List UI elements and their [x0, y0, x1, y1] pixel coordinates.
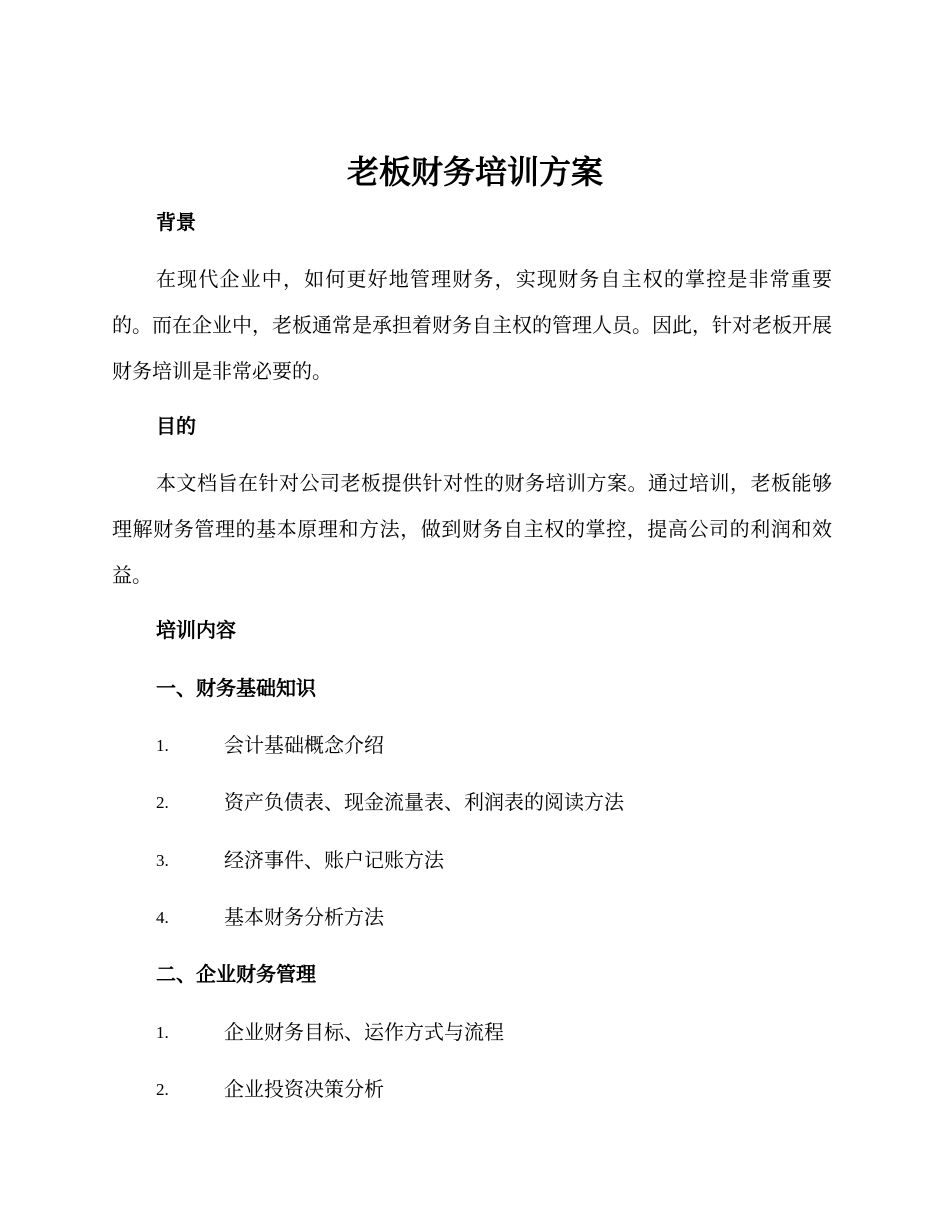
list-number: 4.	[156, 908, 169, 927]
section-heading-purpose: 目的	[156, 414, 196, 438]
list-text: 企业财务目标、运作方式与流程	[224, 1020, 504, 1044]
list-number: 2.	[156, 793, 169, 812]
list-number: 1.	[156, 1023, 169, 1042]
list-number: 3.	[156, 851, 169, 870]
list-number: 1.	[156, 736, 169, 755]
section-heading-part1: 一、财务基础知识	[156, 676, 316, 700]
section-heading-background: 背景	[156, 210, 196, 234]
document-title: 老板财务培训方案	[346, 153, 603, 191]
paragraph-purpose: 本文档旨在针对公司老板提供针对性的财务培训方案。通过培训，老板能够理解财务管理的基本原理和方法，做到财务自主权的掌控，提高公司的利润和效益。	[112, 471, 832, 587]
section-heading-training-content: 培训内容	[156, 618, 236, 642]
list-text: 企业投资决策分析	[224, 1077, 384, 1101]
list-text: 资产负债表、现金流量表、利润表的阅读方法	[224, 790, 624, 814]
list-text: 基本财务分析方法	[224, 905, 384, 929]
list-number: 2.	[156, 1080, 169, 1099]
paragraph-background: 在现代企业中，如何更好地管理财务，实现财务自主权的掌控是非常重要的。而在企业中，老板通常是承担着财务自主权的管理人员。因此，针对老板开展财务培训是非常必要的。	[112, 267, 832, 383]
list-text: 会计基础概念介绍	[224, 733, 384, 757]
section-heading-part2: 二、企业财务管理	[156, 962, 316, 986]
list-text: 经济事件、账户记账方法	[224, 848, 444, 872]
